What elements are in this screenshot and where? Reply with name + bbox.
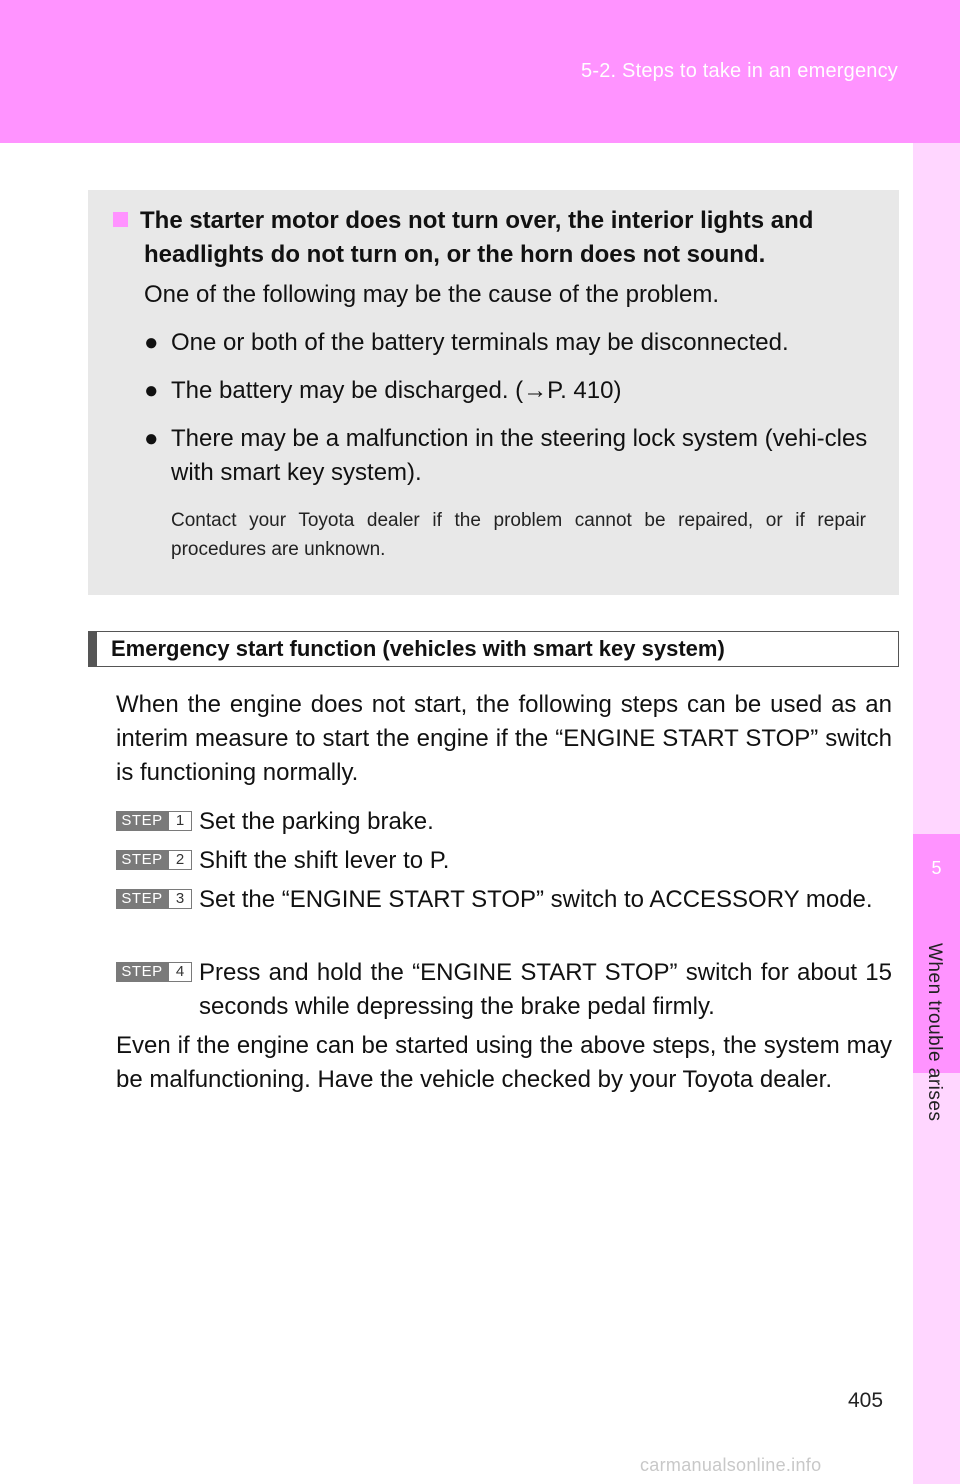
bullet-dot-icon: ● [144, 425, 159, 452]
bullet-text: The battery may be discharged. (→P. 410) [171, 377, 622, 404]
info-box-intro: One of the following may be the cause of the problem. [144, 281, 720, 308]
watermark: carmanualsonline.info [640, 1455, 822, 1475]
bullet-item [144, 374, 874, 408]
step-badge-word: STEP [116, 850, 168, 870]
step-item [116, 956, 892, 1024]
bullet-dot-icon: ● [144, 329, 159, 356]
step-badge-word: STEP [116, 962, 168, 982]
info-box-heading [113, 204, 873, 272]
heading-line-1: The starter motor does not turn over, the interior lights and [140, 207, 814, 234]
step-badge-number: 2 [168, 850, 192, 870]
step-badge [116, 889, 192, 909]
pink-square-icon [113, 212, 128, 227]
chapter-side-tab [913, 143, 960, 1484]
chapter-label: When trouble arises [924, 943, 945, 1122]
step-badge-word: STEP [116, 811, 168, 831]
info-box [88, 190, 899, 595]
section-bar-accent [89, 632, 97, 666]
bullet-item [144, 326, 874, 360]
step-text: Set the “ENGINE START STOP” switch to ACCESSORY mode. [199, 886, 873, 913]
step-badge-number: 3 [168, 889, 192, 909]
page-number: 405 [848, 1389, 884, 1412]
bullet-item [144, 422, 874, 490]
step-badge [116, 962, 192, 982]
section-title: Emergency start function (vehicles with smart key system) [111, 636, 725, 661]
bullet-text: There may be a malfunction in the steering lock system (vehi-cles with smart key system). [171, 425, 868, 486]
step-badge-number: 4 [168, 962, 192, 982]
info-box-note: Contact your Toyota dealer if the problem cannot be repaired, or if repair procedures are unknown. [171, 510, 866, 560]
heading-line-2: headlights do not turn on, or the horn does not sound. [144, 241, 766, 268]
step-badge-word: STEP [116, 889, 168, 909]
page-header [0, 0, 960, 143]
section-intro: When the engine does not start, the following steps can be used as an interim measure to start the engine if the “ENGINE START STOP” switch is functioning normally. [116, 691, 892, 786]
bullet-text: One or both of the battery terminals may be disconnected. [171, 329, 789, 356]
step-item [116, 805, 892, 839]
section-title-bar [88, 631, 899, 667]
step-text: Set the parking brake. [199, 808, 434, 835]
step-item [116, 883, 892, 917]
section-running-title: 5-2. Steps to take in an emergency [581, 60, 898, 82]
step-badge-number: 1 [168, 811, 192, 831]
step-badge [116, 811, 192, 831]
step-badge [116, 850, 192, 870]
step-item [116, 844, 892, 878]
section-closing: Even if the engine can be started using the above steps, the system may be malfunctioning. Have the vehicle checked by your Toyota dealer. [116, 1032, 892, 1093]
step-text: Shift the shift lever to P. [199, 847, 450, 874]
bullet-dot-icon: ● [144, 377, 159, 404]
step-text: Press and hold the “ENGINE START STOP” switch for about 15 seconds while depressing the brake pedal firmly. [199, 959, 892, 1020]
chapter-number: 5 [931, 858, 942, 878]
